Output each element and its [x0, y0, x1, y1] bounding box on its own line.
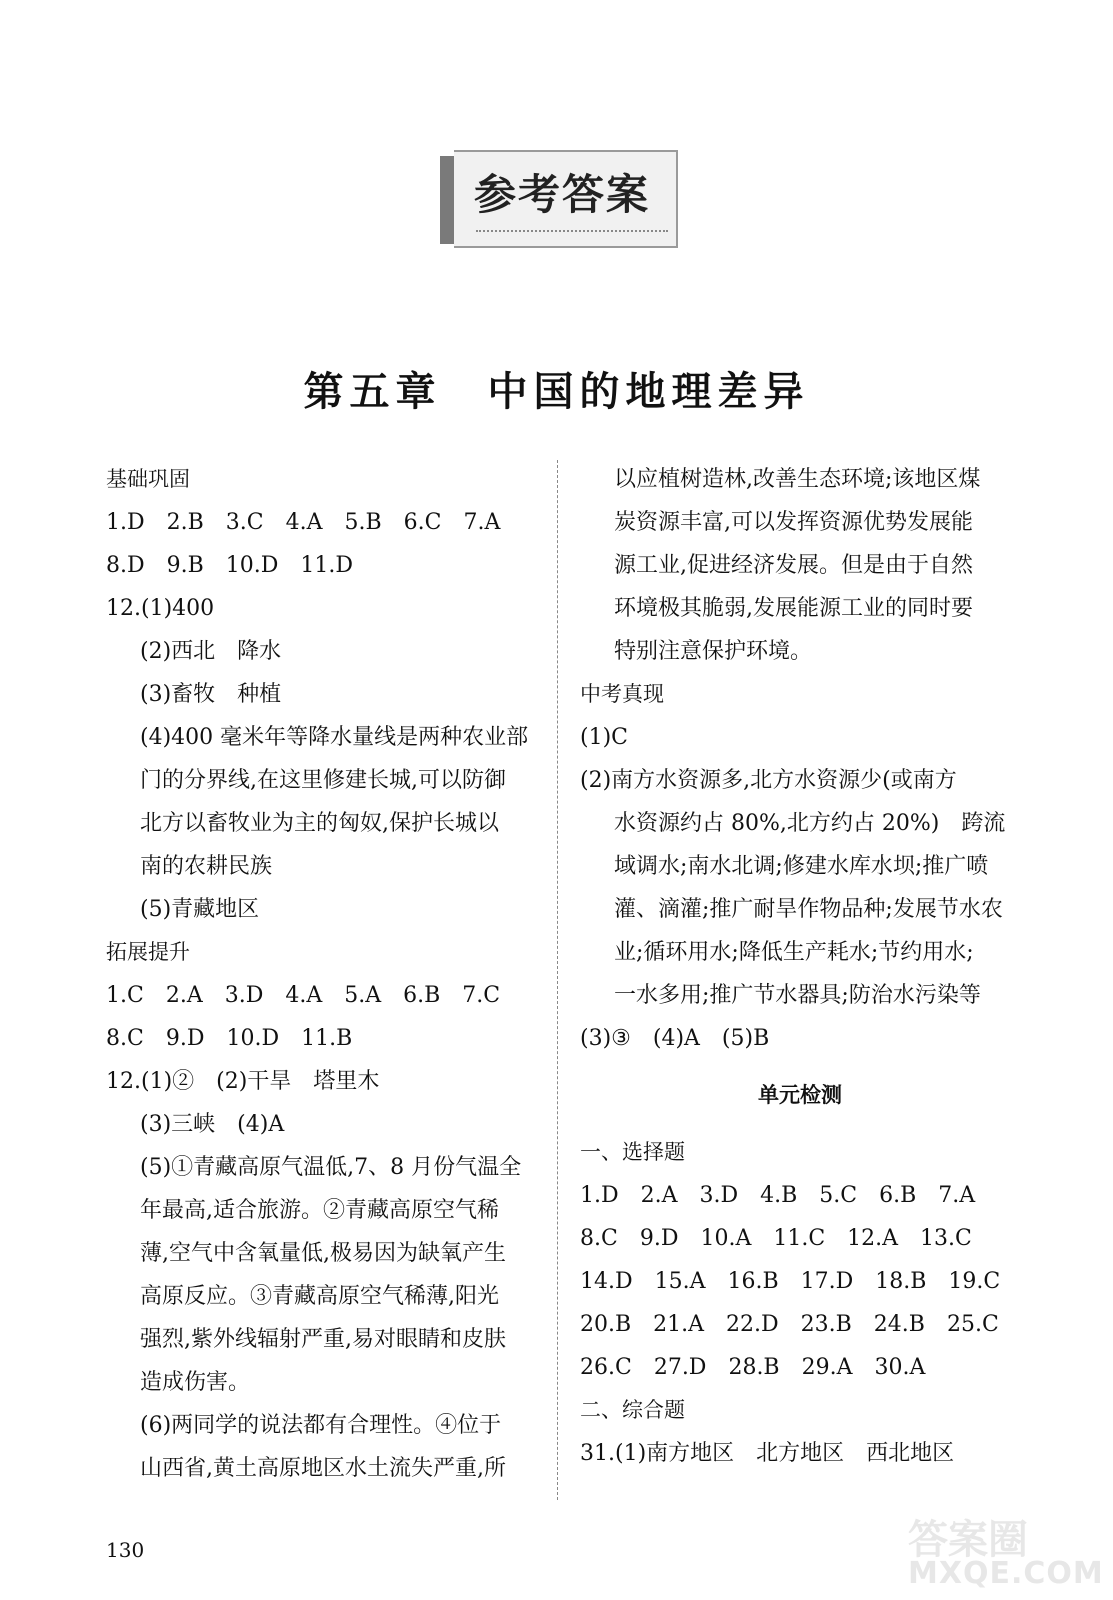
answer-line: 31.(1)南方地区 北方地区 西北地区: [580, 1441, 955, 1466]
answer-line: 环境极其脆弱,发展能源工业的同时要: [614, 596, 973, 621]
answer-line: 20.B 21.A 22.D 23.B 24.B 25.C: [580, 1312, 999, 1337]
answer-line: (3)③ (4)A (5)B: [580, 1026, 770, 1051]
left-answer-column: [106, 458, 546, 1490]
column-divider: [557, 460, 558, 1500]
answer-line: (4)400 毫米年等降水量线是两种农业部: [140, 725, 529, 750]
answer-line: 门的分界线,在这里修建长城,可以防御: [140, 768, 506, 793]
answer-line: 南的农耕民族: [140, 854, 273, 879]
answer-line: 特别注意保护环境。: [614, 639, 813, 664]
answer-line: 年最高,适合旅游。②青藏高原空气稀: [140, 1198, 499, 1223]
answer-line: 1.D 2.B 3.C 4.A 5.B 6.C 7.A: [106, 510, 501, 535]
watermark-text-url: MXQE.COM: [908, 1556, 1104, 1591]
answer-line: (3)畜牧 种植: [140, 682, 282, 707]
answer-line: (5)青藏地区: [140, 897, 260, 922]
answer-line: (1)C: [580, 725, 628, 750]
answer-line: 北方以畜牧业为主的匈奴,保护长城以: [140, 811, 499, 836]
answer-line: 水资源约占 80%,北方约占 20%) 跨流: [614, 811, 1006, 836]
section-heading: 单元检测: [758, 1083, 842, 1107]
answer-line: 业;循环用水;降低生产耗水;节约用水;: [614, 940, 974, 965]
answer-line: 12.(1)400: [106, 596, 215, 621]
answer-line: 8.D 9.B 10.D 11.D: [106, 553, 354, 578]
answer-line: 山西省,黄土高原地区水土流失严重,所: [140, 1456, 506, 1481]
section-heading: 基础巩固: [106, 467, 190, 491]
answer-line: (2)南方水资源多,北方水资源少(或南方: [580, 768, 957, 793]
answer-line: 1.D 2.A 3.D 4.B 5.C 6.B 7.A: [580, 1183, 976, 1208]
answer-line: 12.(1)② (2)干旱 塔里木: [106, 1069, 380, 1094]
answer-line: (5)①青藏高原气温低,7、8 月份气温全: [140, 1155, 522, 1180]
answer-line: 8.C 9.D 10.D 11.B: [106, 1026, 353, 1051]
section-heading: 拓展提升: [106, 940, 190, 964]
answer-line: 14.D 15.A 16.B 17.D 18.B 19.C: [580, 1269, 1001, 1294]
answer-line: 强烈,紫外线辐射严重,易对眼睛和皮肤: [140, 1327, 506, 1352]
section-heading: 中考真现: [580, 682, 664, 706]
watermark-text-cn: 答案圈: [908, 1517, 1028, 1563]
right-answer-column: [580, 458, 1020, 1475]
banner-bar: [440, 156, 454, 244]
answer-line: 26.C 27.D 28.B 29.A 30.A: [580, 1355, 926, 1380]
answer-line: 8.C 9.D 10.A 11.C 12.A 13.C: [580, 1226, 972, 1251]
answer-line: 源工业,促进经济发展。但是由于自然: [614, 553, 973, 578]
page-number: 130: [106, 1538, 145, 1562]
answer-line: (3)三峡 (4)A: [140, 1112, 285, 1137]
watermark-logo: [900, 1508, 1104, 1598]
banner-title: 参考答案: [474, 170, 651, 219]
answer-line: (2)西北 降水: [140, 639, 282, 664]
answer-line: 造成伤害。: [140, 1370, 251, 1395]
answer-line: 1.C 2.A 3.D 4.A 5.A 6.B 7.C: [106, 983, 501, 1008]
answer-line: 一水多用;推广节水器具;防治水污染等: [614, 983, 981, 1008]
chapter-title: 第五章 中国的地理差异: [303, 368, 810, 415]
answer-line: 灌、滴灌;推广耐旱作物品种;发展节水农: [614, 897, 1003, 922]
answer-banner: [440, 150, 678, 250]
answer-line: 域调水;南水北调;修建水库水坝;推广喷: [614, 854, 989, 879]
answer-line: 薄,空气中含氧量低,极易因为缺氧产生: [140, 1241, 506, 1266]
section-heading: 二、综合题: [580, 1398, 685, 1422]
section-heading: 一、选择题: [580, 1140, 685, 1164]
answer-line: 以应植树造林,改善生态环境;该地区煤: [614, 467, 981, 492]
answer-line: 高原反应。③青藏高原空气稀薄,阳光: [140, 1284, 499, 1309]
answer-line: 炭资源丰富,可以发挥资源优势发展能: [614, 510, 973, 535]
banner-dotted-rule: [476, 230, 668, 232]
answer-line: (6)两同学的说法都有合理性。④位于: [140, 1413, 502, 1438]
